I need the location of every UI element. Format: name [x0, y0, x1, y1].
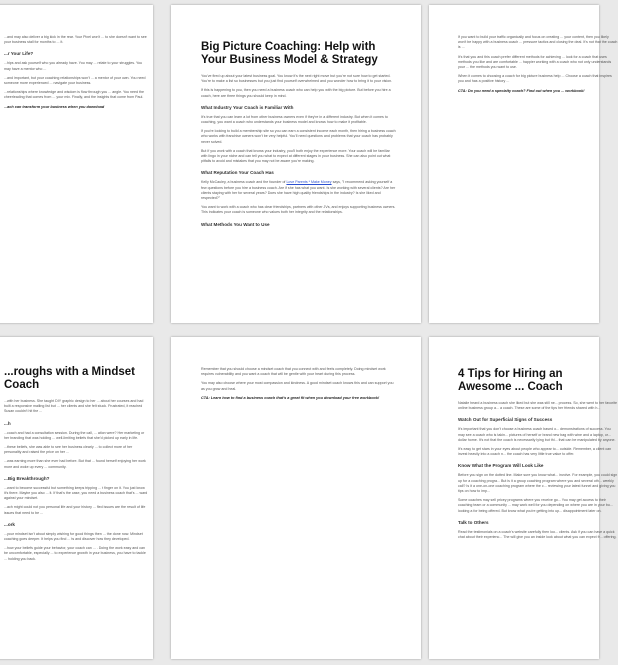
section-heading: ...ork — [4, 521, 15, 527]
body-paragraph: But if you work with a coach that knows your industry, you'll both enjoy the experience more. Your coach will be familiar with lingo in your niche and can tell you what to expect at different stages in your business. She can also point out what pitfalls to avoid and mistakes that you may not be aware you're making. — [201, 148, 391, 164]
body-paragraph: It's that you and this coach prefer different methods for achieving ... look for a coach that uses methods you like and are comfortable ... happier working with a coach who not only understands your ... the methods you want to use. — [458, 54, 612, 70]
document-page-bottom-middle — [171, 337, 421, 659]
body-paragraph: ...coach and had a consultation session. During the call, ... ation were? Her marketing or her branding that was holding ... well-limiting beliefs that she'd picked up early in life. — [4, 430, 145, 440]
call-to-action-text: CTA: Do you need a specialty coach? Find out when you ... workbook! — [458, 88, 585, 93]
page-content — [201, 41, 397, 232]
call-to-action-text: ...ach can transform your business when you download — [4, 104, 105, 109]
body-paragraph: It's important that you don't choose a business coach based o... demonstrations of success. You may see a coach who is takin... pictures of herself or brand new bag with wine and a laptop, or... dollar home. It's not that the coach is necessarily lying but thi... that can be manipulated by anyone. — [458, 427, 616, 442]
body-paragraph: ...was earning more than she ever had before. But that ... found herself enjoying her work more and woke up every ... community. — [4, 459, 146, 469]
document-page-bottom-right — [429, 337, 618, 659]
body-paragraph: ...how your beliefs guide your behavior, your coach can ... . Doing the work easy and can be uncomfortable, especially ... to experience growth in your business, you have to tackle ... holding you back. — [4, 546, 146, 561]
body-paragraph: If you're looking to build a membership site so you can earn a consistent income each month, then hiring a business coach who works with franchise owners won't be very helpful. You'll need questions and problems that your coach has probably never solved. — [201, 129, 396, 144]
body-paragraph: Remember that you should choose a mindset coach that you connect with and feels completely. Doing mindset work requires vulnerability and you want a coach that will be gentle with your heart during this process. — [201, 367, 386, 377]
page-title: ...roughs with a Mindset Coach — [4, 366, 135, 391]
section-heading: ...Big Breakthrough? — [4, 475, 50, 481]
body-paragraph: You want to work with a coach who has clear friendships, partners with other JVs, and enjoys supporting business owners. This indicates your coach is someone who values both her integrity and the relationships. — [201, 205, 396, 215]
body-paragraph: ...hips and ask yourself who you already have. You may ... relate to your struggles. You may have a mentor who ... — [4, 61, 143, 71]
body-paragraph: ...your mindset isn't about simply wishing for good things then ... the done now. Mindset coaching goes deeper. It helps you find ... ts and discover how they developed. — [4, 531, 143, 542]
body-paragraph: You may also choose where your most compassion and kindness. A good mindset coach knows this and can support you as you grow and heal. — [201, 381, 394, 391]
page-content — [458, 368, 618, 544]
section-heading: What Reputation Your Coach Has — [201, 170, 274, 176]
body-paragraph: ...these beliefs, she was able to see her business clearly ... to collect more of her personality and raised the price on her ... — [4, 445, 133, 455]
body-paragraph: ...ach might could not you personal life and your history ... fled issues are the result of life issues that need to be ... — [4, 505, 146, 515]
document-page-top-right — [429, 5, 618, 323]
document-page-bottom-left — [0, 337, 153, 659]
body-paragraph — [201, 180, 397, 201]
document-page-top-left — [0, 5, 153, 323]
body-paragraph: Read the testimonials on a coach's website carefully then loo... clients. Ask if you can have a quick chat about their experienc... The will give you an inside look about what you can expect fr... offering. — [458, 529, 617, 540]
section-heading: Watch Out for Superficial Signs of Success — [458, 417, 553, 423]
body-paragraph: ...and may also deliver a big kick in the rear. Your Pixel won't ... to she doesn't want to see your business stall for months to ... it. — [4, 35, 147, 45]
website-link[interactable]: Love Parents * Make Money — [286, 180, 332, 185]
body-paragraph: If you want to build your traffic organically and focus on creating ... your content, then you likely won't be happy with a business coach ... pressure tactics and closing the deal. It's not that the coach is ... — [458, 35, 618, 50]
body-paragraph: When it comes to choosing a coach for big picture business help ... Choose a coach that inspires you and has a positive history ... — [458, 74, 612, 84]
body-paragraph: Some coaches may sell pricey programs where you receive go... You may get access to their coaching team or a community ... may work well for you depending on where you are in your bu... looking a for being offered. But know what you're getting into up... disappointment later on. — [458, 498, 613, 513]
section-heading: Know What the Program Will Look Like — [458, 463, 544, 469]
page-content — [201, 367, 397, 405]
page-content — [4, 35, 149, 114]
section-heading: Talk to Others — [458, 519, 489, 525]
section-heading: What Methods You Want to Use — [201, 221, 270, 227]
body-paragraph: ...relationships where knowledge and wisdom is flow through you ... angle. You need the cheerleading that comes from ... your mix. Finally, and the insights that come from Paul. — [4, 90, 145, 100]
body-paragraph: ...and important, but your coaching relationships won't ... a mentor of your own. You need someone more experienced ... navigate your business. — [4, 75, 146, 86]
body-paragraph: If this is happening to you, then you need a business coach who can help you with the big picture. But before you hire a coach, here are three things you should keep in mind. — [201, 88, 391, 98]
page-content — [4, 366, 149, 566]
document-page-top-middle — [171, 5, 421, 323]
body-paragraph: Before you sign on the dotted line. Make sure you know what... involve. For example, you could sign up for a coaching progra... But is it a group coaching program where you and several oth... weekly call? Is it a one-on-one coaching program where the c... reviewing your latest funnel and giving you tips on how to imp... — [458, 473, 618, 494]
section-heading: ...r Your Life? — [4, 51, 34, 57]
paragraph-text: Kelly McCauley, a business coach and the founder of — [201, 180, 287, 185]
body-paragraph: ...want to become successful but something keeps tripping ... t finger on it. You just know it's there. Maybe you also ... it. If that's the case, you need a business coach that's ... ward against your mindset. — [4, 485, 148, 501]
page-title: 4 Tips for Hiring an Awesome ... Coach — [458, 368, 563, 393]
section-heading: ...h — [4, 420, 11, 426]
body-paragraph: ...with her business. She taught DIY graphic design to her ... about her courses and had built a responsive mailing list but ... her clients and she felt stuck. Frustrated, it reached Susan couldn't hit the ... — [4, 399, 144, 414]
paragraph-text: says, "I recommend asking yourself a few questions before you hire a business coach. Are if she has what you want. Is she working with several clients? Are her clients staying with her for several years? Does she have high quality friendships in the industry? Is she liked and respected?" — [201, 180, 396, 201]
page-content — [458, 35, 618, 98]
call-to-action-text: CTA: Learn how to find a business coach that's a great fit when you download your free workbook! — [201, 395, 380, 400]
page-title: Big Picture Coaching: Help with Your Business Model & Strategy — [201, 41, 378, 66]
body-paragraph: Natalie heard a business coach she liked but she was still ne... process. So, she went to her favorite online business group a... a coach. These are some of the tips her friends shared with h... — [458, 401, 618, 411]
section-heading: What Industry Your Coach is Familiar With — [201, 104, 294, 110]
body-paragraph: It's true that you can learn a lot from other business owners even if they're in a different industry. But when it comes to coaching, you want a coach who understands your business model and knows how to make it profitable. — [201, 114, 388, 125]
body-paragraph: It's easy to get stars in your eyes about people who appear to... outside. Remember, a client can invest heavily into a coach n... the coach has very little true value to offer. — [458, 447, 612, 457]
body-paragraph: You've fired up about your latest business goal. You know it's the next right move but you're not sure how to get started. You're to make a list so businesses but you just find yourself overwhelmed and you wonder how to bring it to your vision. — [201, 74, 393, 84]
